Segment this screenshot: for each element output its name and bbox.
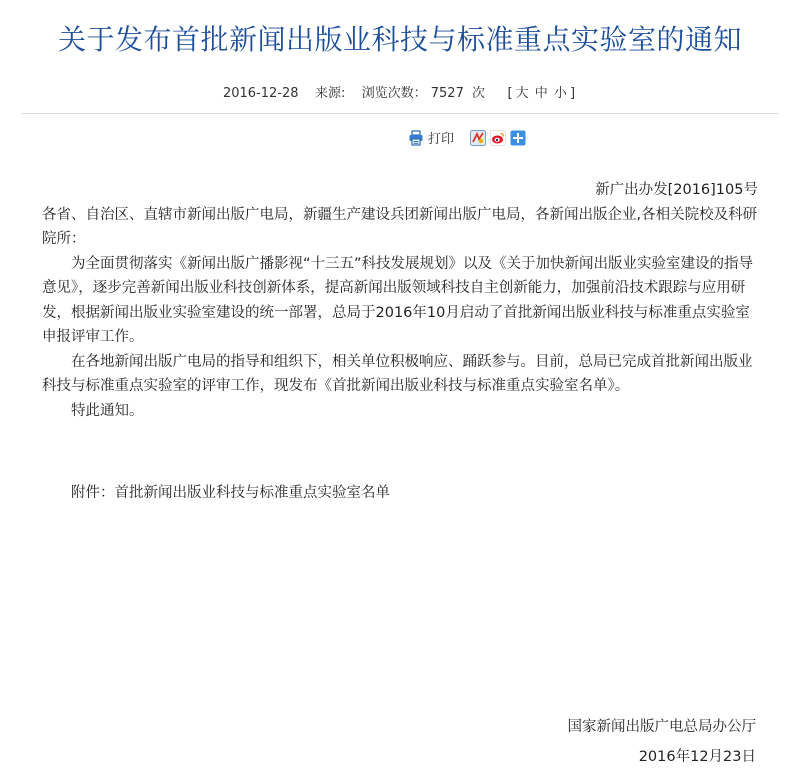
sina-icon[interactable] (470, 130, 486, 146)
body-paragraph: 在各地新闻出版广电局的指导和组织下，相关单位积极响应、踊跃参与。目前，总局已完成首批新闻出版业科技与标准重点实验室的评审工作，现发布《首批新闻出版业科技与标准重点实验室名单》。 (42, 353, 753, 394)
share-plus-icon[interactable] (510, 130, 526, 146)
article-body (42, 178, 758, 506)
signature-block (568, 712, 757, 772)
font-small-link[interactable]: 小 (553, 86, 567, 101)
print-icon (408, 130, 424, 146)
closing-line: 特此通知。 (71, 402, 144, 419)
article-meta (0, 82, 800, 101)
views-label: 浏览次数： (361, 86, 427, 101)
print-label: 打印 (428, 132, 455, 147)
body-paragraph: 为全面贯彻落实《新闻出版广播影视“十三五”科技发展规划》以及《关于加快新闻出版业实验室建设的指导意见》，逐步完善新闻出版业科技创新体系，提高新闻出版领域科技自主创新能力，加强前沿技术跟踪与应用研发，根据新闻出版业实验室建设的统一部署，总局于2016年10月启动了首批新闻出版业科技与标准重点实验室申报评审工作。 (42, 255, 754, 345)
article-title: 关于发布首批新闻出版业科技与标准重点实验室的通知 (57, 23, 742, 56)
views-unit: 次 (471, 86, 485, 101)
attachment-line: 附件：首批新闻出版业科技与标准重点实验室名单 (71, 485, 390, 501)
font-size-switcher: [ 大 中 小 ] (507, 86, 576, 101)
publish-date: 2016-12-28 (222, 86, 299, 101)
views-count: 7527 (430, 86, 464, 101)
source-label: 来源: (314, 86, 346, 101)
header-divider (22, 113, 778, 114)
article-toolbar (408, 128, 526, 147)
font-medium-link[interactable]: 中 (534, 86, 548, 101)
document-number: 新广出办发[2016]105号 (595, 182, 758, 198)
issue-date: 2016年12月23日 (638, 749, 756, 765)
weibo-icon[interactable] (490, 130, 506, 146)
salutation: 各省、自治区、直辖市新闻出版广电局，新疆生产建设兵团新闻出版广电局，各新闻出版企业,各相关院校及科研院所： (42, 206, 758, 247)
print-button[interactable] (408, 128, 454, 147)
issuing-org: 国家新闻出版广电总局办公厅 (567, 719, 756, 735)
font-large-link[interactable]: 大 (515, 86, 529, 101)
